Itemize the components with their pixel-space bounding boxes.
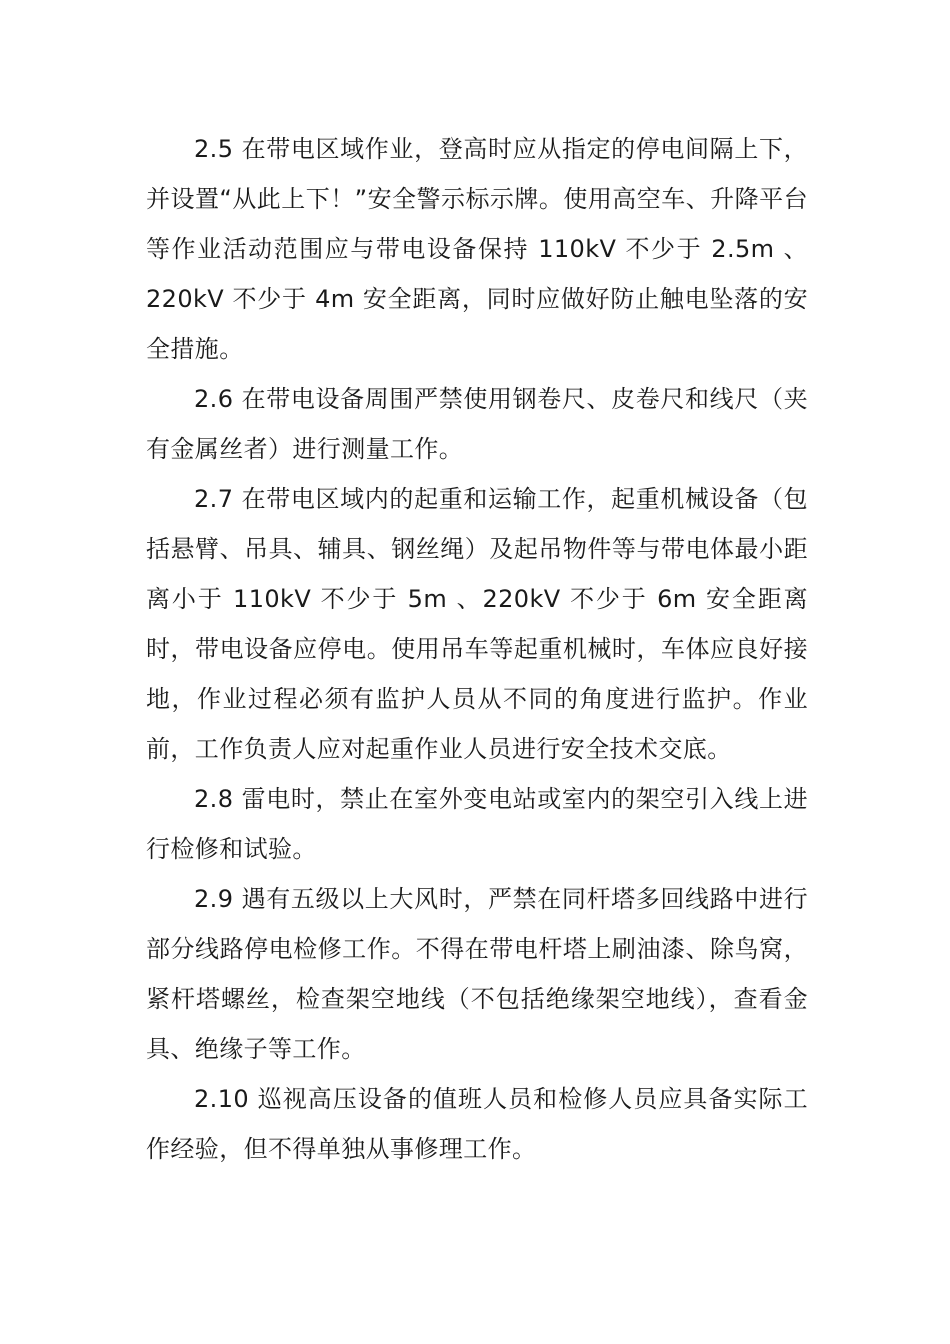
document-body [146, 124, 808, 1174]
paragraph-2-6: 2.6 在带电设备周围严禁使用钢卷尺、皮卷尺和线尺（夹有金属丝者）进行测量工作。 [146, 385, 808, 463]
paragraph-2-9: 2.9 遇有五级以上大风时，严禁在同杆塔多回线路中进行部分线路停电检修工作。不得在带电杆塔上刷油漆、除鸟窝，紧杆塔螺丝，检查架空地线（不包括绝缘架空地线），查看金具、绝缘子等工作。 [146, 885, 808, 1063]
paragraph-2-5: 2.5 在带电区域作业，登高时应从指定的停电间隔上下，并设置“从此上下！”安全警示标示牌。使用高空车、升降平台等作业活动范围应与带电设备保持 110kV 不少于 2.5m 、220kV 不少于 4m 安全距离，同时应做好防止触电坠落的安全措施。 [146, 135, 808, 363]
paragraph-2-8: 2.8 雷电时，禁止在室外变电站或室内的架空引入线上进行检修和试验。 [146, 785, 808, 863]
paragraph-2-7: 2.7 在带电区域内的起重和运输工作，起重机械设备（包括悬臂、吊具、辅具、钢丝绳）及起吊物件等与带电体最小距离小于 110kV 不少于 5m 、220kV 不少于 6m 安全距离时，带电设备应停电。使用吊车等起重机械时，车体应良好接地，作业过程必须有监护人员从不同的角度进行监护。作业前，工作负责人应对起重作业人员进行安全技术交底。 [146, 485, 808, 763]
paragraph-2-10: 2.10 巡视高压设备的值班人员和检修人员应具备实际工作经验，但不得单独从事修理工作。 [146, 1085, 808, 1163]
